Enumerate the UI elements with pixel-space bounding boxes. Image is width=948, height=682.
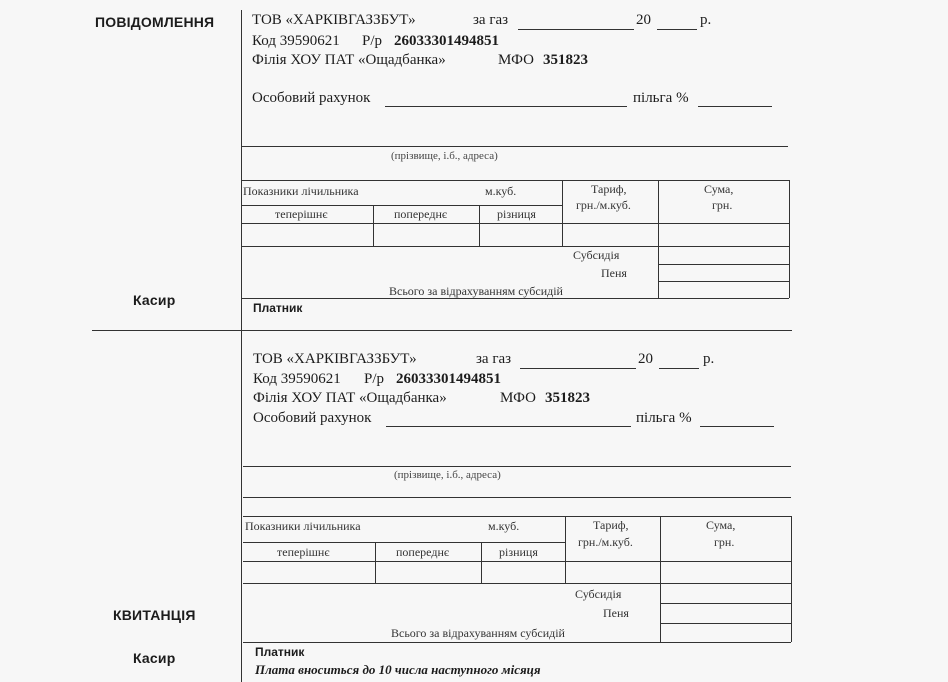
bank-branch: Філія ХОУ ПАТ «Ощадбанка» — [253, 390, 447, 406]
meter-readings-header: Показники лічильника — [243, 184, 359, 198]
table-divider — [658, 281, 789, 282]
difference-header: різниця — [497, 207, 536, 221]
personal-account-field[interactable] — [386, 426, 631, 427]
table-divider — [565, 516, 566, 583]
benefit-field[interactable] — [700, 426, 774, 427]
benefit-field[interactable] — [698, 106, 772, 107]
section-divider — [92, 330, 792, 331]
table-divider — [481, 542, 482, 583]
gas-period-field[interactable] — [520, 368, 636, 369]
total-label: Всього за відрахуванням субсидій — [391, 626, 565, 640]
address-line-2[interactable] — [243, 497, 791, 498]
gas-period-field[interactable] — [518, 29, 634, 30]
account-number: 26033301494851 — [394, 33, 499, 49]
penalty-label: Пеня — [603, 606, 629, 620]
table-divider — [373, 205, 374, 246]
mfo-label: МФО — [498, 52, 535, 68]
sum-header: Сума, — [704, 182, 734, 196]
tariff-header: Тариф, — [591, 182, 627, 196]
notice-title: ПОВІДОМЛЕННЯ — [95, 14, 215, 30]
year-suffix: р. — [703, 351, 715, 367]
sum-header-units: грн. — [714, 535, 735, 549]
account-number: 26033301494851 — [396, 371, 501, 387]
account-label: Р/р — [364, 371, 385, 387]
receipt-title: КВИТАНЦІЯ — [113, 607, 196, 623]
table-top-border — [243, 516, 791, 517]
payment-deadline-note: Плата вноситься до 10 числа наступного місяця — [255, 662, 541, 677]
units-header: м.куб. — [488, 519, 520, 533]
previous-reading-header: попереднє — [396, 545, 450, 559]
current-reading-header: теперішнє — [275, 207, 328, 221]
table-top-border — [241, 180, 789, 181]
cashier-label-top: Касир — [133, 292, 176, 308]
payer-label: Платник — [255, 645, 305, 659]
for-gas-label: за газ — [473, 12, 509, 28]
table-divider — [660, 603, 791, 604]
current-reading-header: теперішнє — [277, 545, 330, 559]
subsidy-label: Субсидія — [575, 587, 622, 601]
table-right-border — [791, 516, 792, 642]
table-divider — [562, 180, 563, 246]
mfo-number: 351823 — [545, 390, 590, 406]
company-code: Код 39590621 — [252, 33, 340, 49]
year-field[interactable] — [657, 29, 697, 30]
bank-branch: Філія ХОУ ПАТ «Ощадбанка» — [252, 52, 446, 68]
sum-header-units: грн. — [712, 198, 733, 212]
tariff-header-units: грн./м.куб. — [576, 198, 631, 212]
cashier-label-bottom: Касир — [133, 650, 176, 666]
name-address-hint: (прізвище, і.б., адреса) — [391, 150, 498, 162]
table-bottom-border — [243, 642, 791, 643]
year-field[interactable] — [659, 368, 699, 369]
table-divider — [243, 542, 565, 543]
year-prefix: 20 — [638, 351, 653, 367]
table-divider — [241, 246, 789, 247]
difference-header: різниця — [499, 545, 538, 559]
table-divider — [660, 623, 791, 624]
mfo-number: 351823 — [543, 52, 588, 68]
benefit-label: пільга % — [636, 410, 692, 426]
units-header: м.куб. — [485, 184, 517, 198]
company-name: ТОВ «ХАРКІВГАЗЗБУТ» — [253, 351, 417, 367]
subsidy-label: Субсидія — [573, 248, 620, 262]
table-right-border — [789, 180, 790, 298]
column-separator — [241, 10, 242, 682]
sum-header: Сума, — [706, 518, 736, 532]
personal-account-field[interactable] — [385, 106, 627, 107]
account-label: Р/р — [362, 33, 383, 49]
table-divider — [241, 205, 562, 206]
name-address-line[interactable] — [241, 146, 788, 147]
personal-account-label: Особовий рахунок — [253, 410, 372, 426]
table-divider — [375, 542, 376, 583]
total-label: Всього за відрахуванням субсидій — [389, 284, 563, 298]
payer-label: Платник — [253, 301, 303, 315]
table-divider — [243, 583, 791, 584]
mfo-label: МФО — [500, 390, 537, 406]
name-address-line[interactable] — [243, 466, 791, 467]
for-gas-label: за газ — [476, 351, 512, 367]
table-divider — [658, 264, 789, 265]
table-divider — [243, 561, 791, 562]
table-divider — [479, 205, 480, 246]
previous-reading-header: попереднє — [394, 207, 448, 221]
year-suffix: р. — [700, 12, 712, 28]
table-divider — [241, 223, 789, 224]
company-code: Код 39590621 — [253, 371, 341, 387]
benefit-label: пільга % — [633, 90, 689, 106]
company-name: ТОВ «ХАРКІВГАЗЗБУТ» — [252, 12, 416, 28]
penalty-label: Пеня — [601, 266, 627, 280]
tariff-header-units: грн./м.куб. — [578, 535, 633, 549]
tariff-header: Тариф, — [593, 518, 629, 532]
meter-readings-header: Показники лічильника — [245, 519, 361, 533]
name-address-hint: (прізвище, і.б., адреса) — [394, 469, 501, 481]
year-prefix: 20 — [636, 12, 651, 28]
personal-account-label: Особовий рахунок — [252, 90, 371, 106]
